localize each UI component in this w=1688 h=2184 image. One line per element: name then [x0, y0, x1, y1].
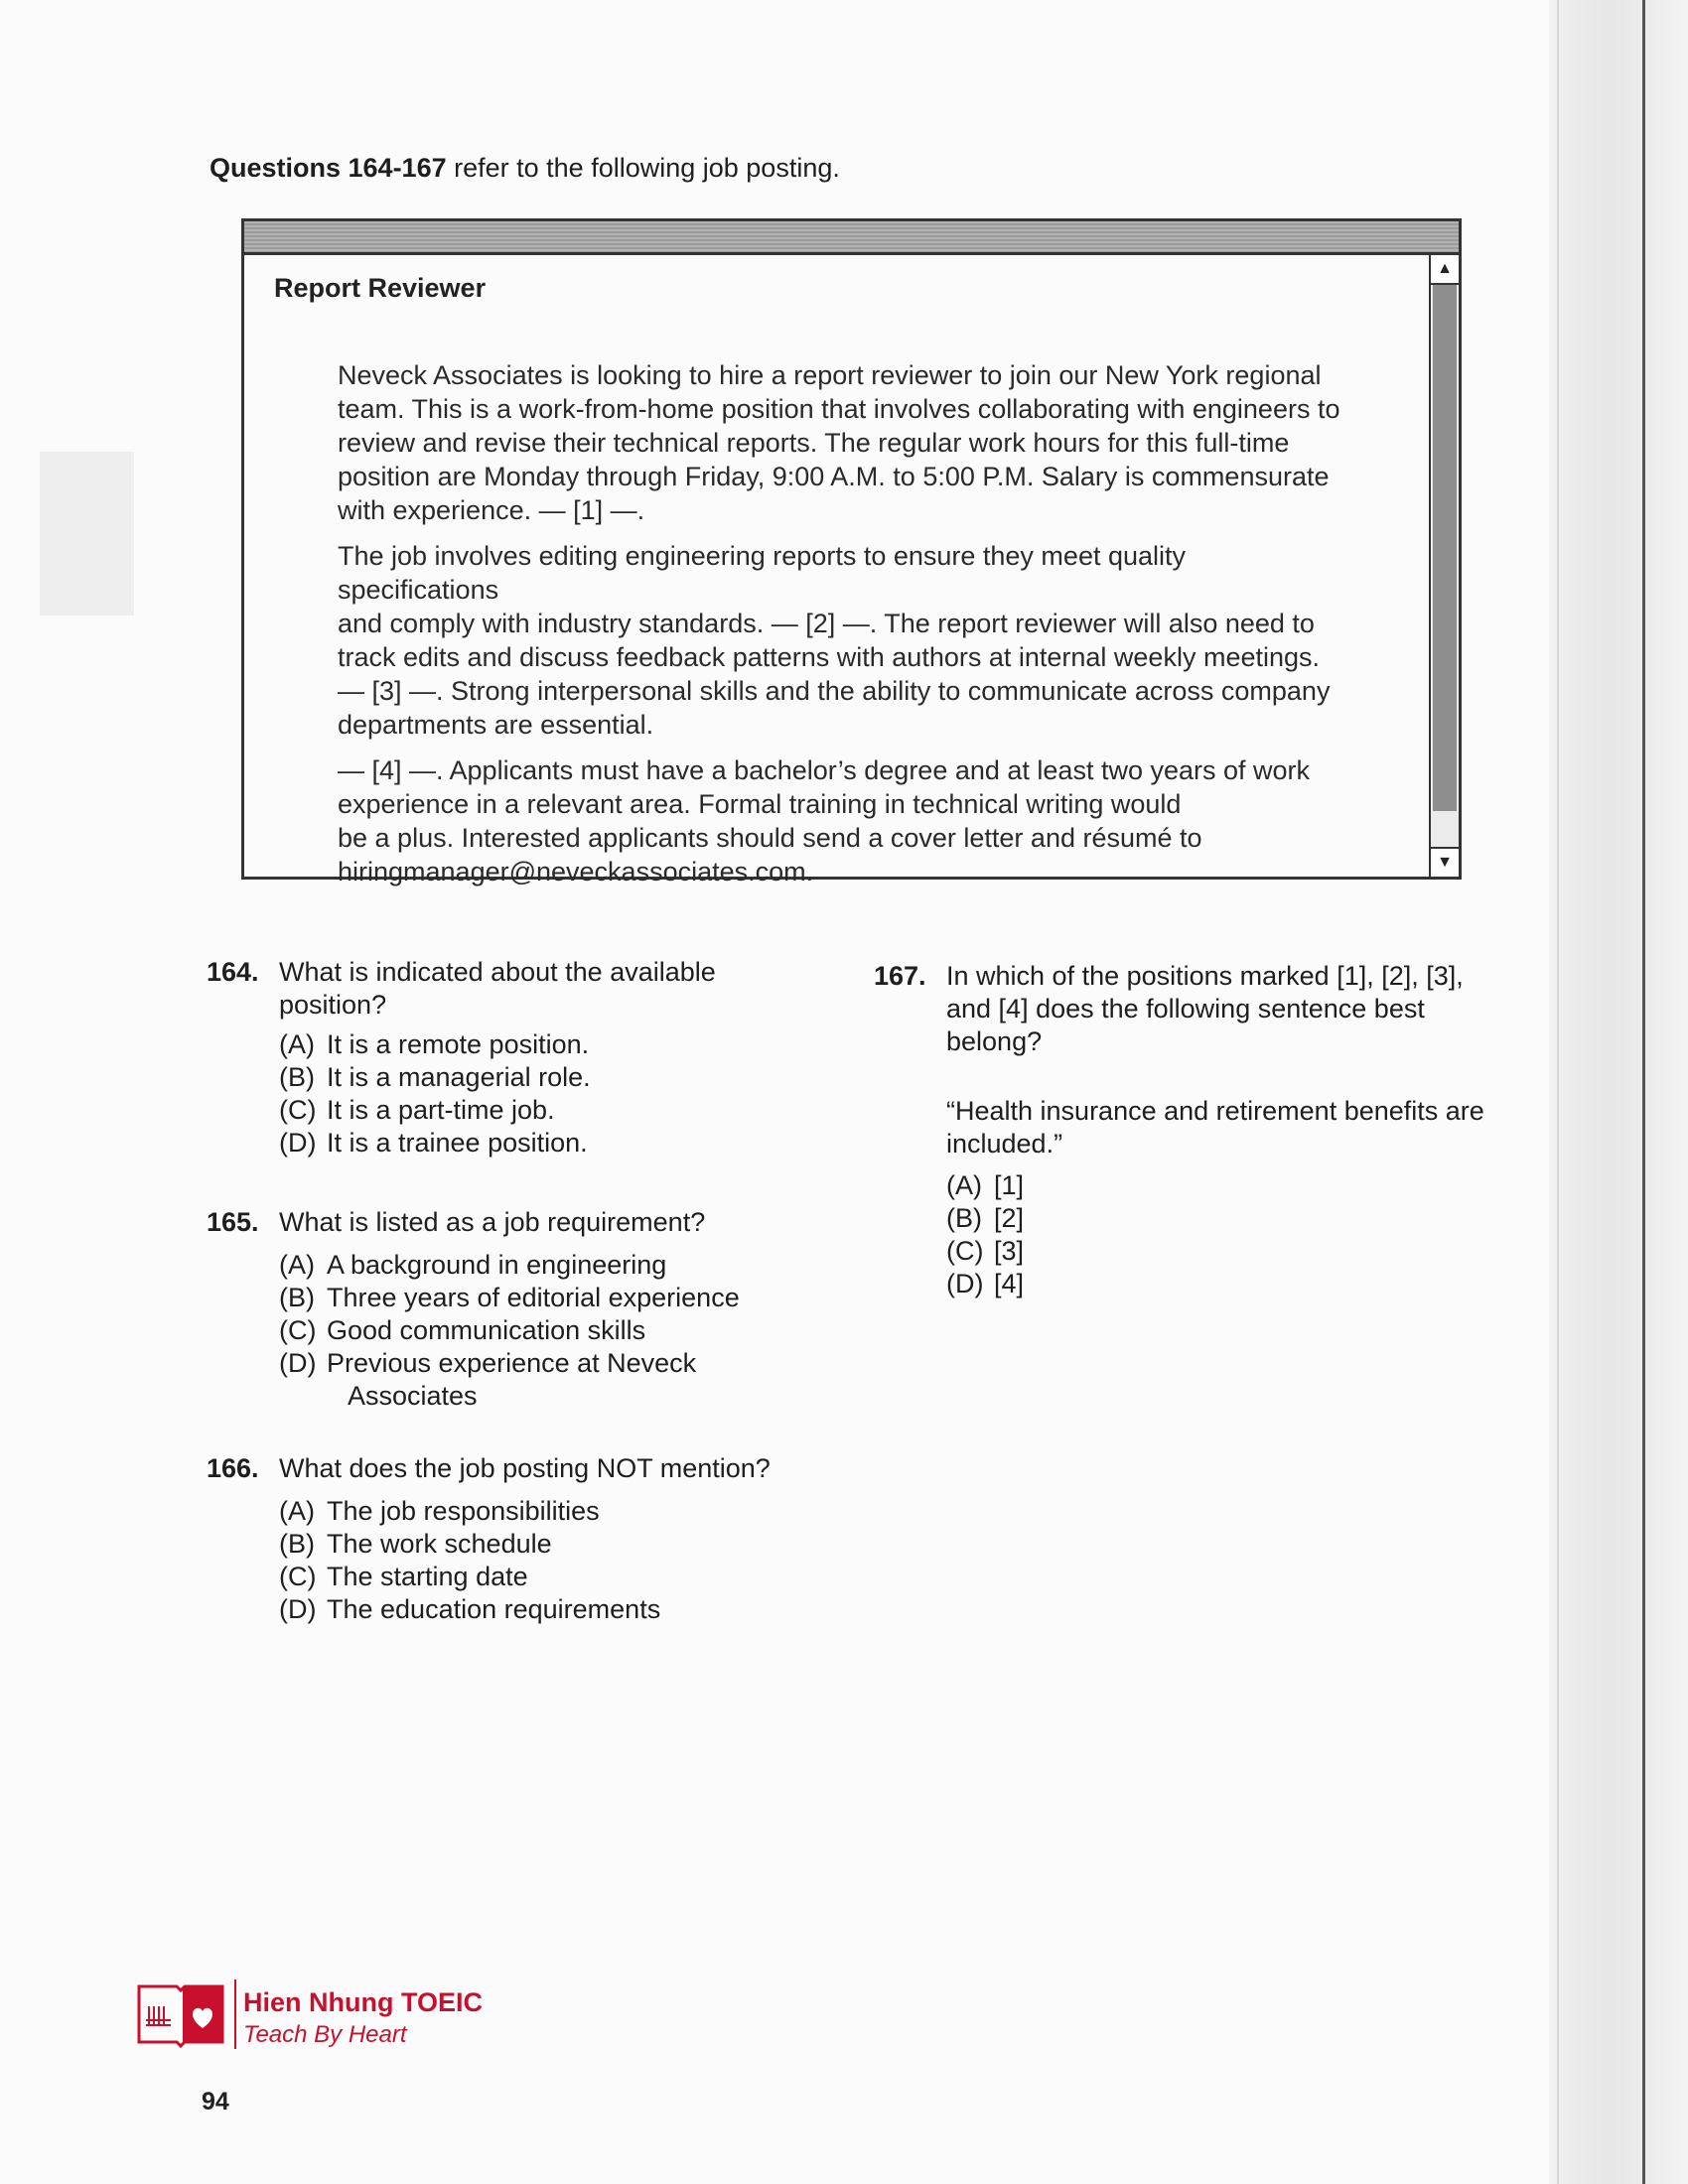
scan-smudge	[40, 452, 134, 615]
answer-options	[946, 1169, 1024, 1300]
answer-options	[279, 1495, 660, 1626]
question-text: What is listed as a job requirement?	[279, 1207, 706, 1237]
logo-divider	[234, 1979, 236, 2049]
answer-option[interactable]: (C) It is a part-time job.	[279, 1095, 555, 1125]
answer-option[interactable]: (C) Good communication skills	[279, 1315, 646, 1345]
scroll-down-icon[interactable]: ▼	[1431, 847, 1459, 877]
posting-body	[338, 358, 1340, 900]
page-edge-dark-line	[1642, 0, 1645, 2184]
question-number: 164.	[207, 957, 259, 987]
questions-intro	[210, 152, 840, 184]
answer-option[interactable]: (D) Previous experience at Neveck Associates	[279, 1348, 697, 1411]
job-posting-window	[241, 218, 1462, 887]
answer-option[interactable]: (B) Three years of editorial experience	[279, 1283, 740, 1312]
brand-tagline: Teach By Heart	[243, 2021, 407, 2048]
page-edge	[1549, 0, 1688, 2184]
answer-option[interactable]: (D) It is a trainee position.	[279, 1128, 588, 1158]
question-text: What does the job posting NOT mention?	[279, 1453, 771, 1483]
window-titlebar	[244, 221, 1459, 255]
brand-name: Hien Nhung TOEIC	[243, 1987, 483, 2017]
page-number: 94	[202, 2088, 229, 2116]
question-number: 167.	[874, 961, 926, 991]
posting-title: Report Reviewer	[274, 273, 487, 303]
question-text: What is indicated about the available position?	[279, 957, 716, 1020]
answer-option[interactable]: (A) A background in engineering	[279, 1250, 667, 1280]
vertical-scrollbar[interactable]	[1429, 255, 1459, 877]
scroll-thumb[interactable]	[1433, 285, 1457, 811]
answer-option[interactable]: (D) The education requirements	[279, 1594, 661, 1624]
answer-option[interactable]: (A) It is a remote position.	[279, 1029, 590, 1059]
posting-paragraph-2: The job involves editing engineering reports to ensure they meet quality specifications and comply with industry standards. — [2] —. The report reviewer will also need to track edits and discuss feedback patterns with authors at internal weekly meetings. — [3] —. Strong interpersonal skills and the ability to communicate across company departments are essential.	[338, 541, 1331, 740]
answer-options	[279, 1028, 591, 1160]
scroll-up-icon[interactable]: ▲	[1431, 255, 1459, 285]
answer-option[interactable]: (A) [1]	[946, 1170, 1025, 1200]
scroll-track[interactable]	[1431, 285, 1459, 847]
page-edge-line	[1557, 0, 1559, 2184]
answer-option[interactable]: (C) [3]	[946, 1236, 1025, 1266]
posting-paragraph-3: — [4] —. Applicants must have a bachelor’s degree and at least two years of work experience in a relevant area. Formal training in technical writing would be a plus. Interested applicants should send a cover letter and résumé to hiringmanager@neveckassociates.com.	[338, 755, 1311, 887]
intro-text: refer to the following job posting.	[446, 153, 840, 183]
answer-option[interactable]: (C) The starting date	[279, 1562, 528, 1591]
questions-range: Questions 164-167	[210, 153, 447, 183]
answer-option[interactable]: (A) The job responsibilities	[279, 1496, 600, 1526]
question-number: 165.	[207, 1207, 259, 1237]
question-number: 166.	[207, 1453, 259, 1483]
answer-option[interactable]: (D) [4]	[946, 1269, 1025, 1298]
posting-paragraph-1: Neveck Associates is looking to hire a report reviewer to join our New York regional team. This is a work-from-home position that involves collaborating with engineers to review and revise their technical reports. The regular work hours for this full-time position are Monday through Friday, 9:00 A.M. to 5:00 P.M. Salary is commensurate with experience. — [1] —.	[338, 360, 1340, 525]
answer-option[interactable]: (B) [2]	[946, 1203, 1025, 1233]
answer-option[interactable]: (B) It is a managerial role.	[279, 1062, 591, 1092]
question-text: In which of the positions marked [1], [2], [3], and [4] does the following sentence best belong?	[946, 961, 1464, 1056]
book-heart-icon	[137, 1980, 224, 2048]
answer-options	[279, 1249, 740, 1413]
quoted-sentence: “Health insurance and retirement benefits are included.”	[946, 1096, 1484, 1159]
answer-option[interactable]: (B) The work schedule	[279, 1529, 552, 1559]
